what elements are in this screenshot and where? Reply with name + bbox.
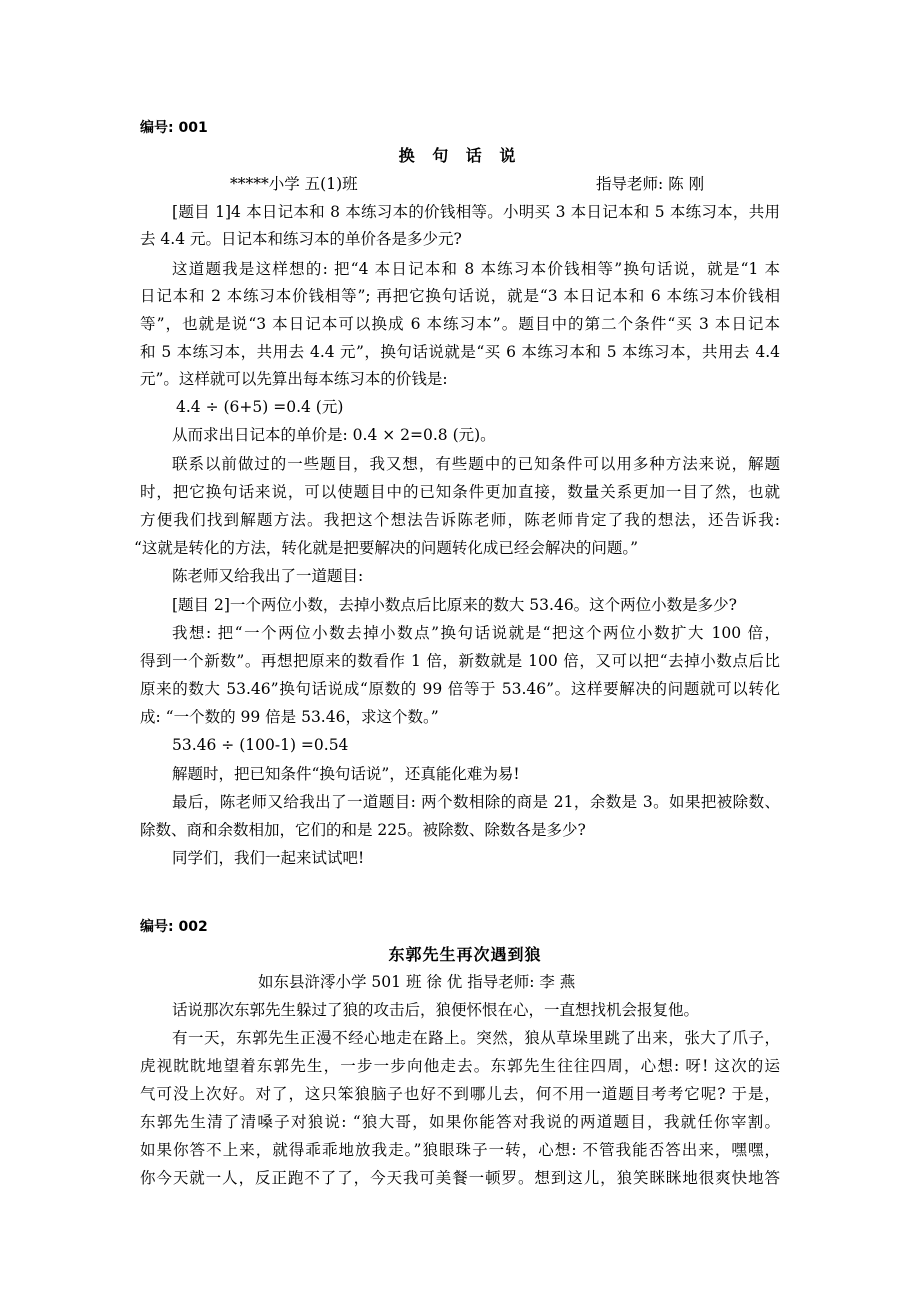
paragraph-line: 解题时，把已知条件“换句话说”，还真能化难为易! <box>172 765 520 783</box>
paragraph-line: [题目 2]一个两位小数，去掉小数点后比原来的数大 53.46。这个两位小数是多少? <box>172 596 737 614</box>
paragraph-line: 你今天就一人，反正跑不了了，今天我可美餐一顿罗。想到这儿，狼笑眯眯地很爽快地答 <box>140 1169 780 1187</box>
paragraph-line: 等”，也就是说“3 本日记本可以换成 6 本练习本”。题目中的第二个条件“买 3 本日记本 <box>140 315 780 333</box>
paragraph-line: 有一天，东郭先生正漫不经心地走在路上。突然，狼从草垛里跳了出来，张大了爪子， <box>172 1029 780 1047</box>
doc-title-2: 东郭先生再次遇到狼 <box>388 945 542 964</box>
paragraph-line: 同学们，我们一起来试试吧! <box>172 849 365 867</box>
paragraph-line: 时，把它换句话来说，可以使题目中的已知条件更加直接，数量关系更加一目了然，也就 <box>140 483 780 501</box>
teacher-label: 指导老师: 陈 刚 <box>596 175 705 193</box>
paragraph-line: 日记本和 2 本练习本价钱相等”; 再把它换句话说，就是“3 本日记本和 6 本练习本价钱相 <box>140 287 780 305</box>
doc-code-001: 编号: 001 <box>140 120 208 136</box>
paragraph-line: 得到一个新数”。再想把原来的数看作 1 倍，新数就是 100 倍，又可以把“去掉小数点后比 <box>140 652 780 670</box>
paragraph-line: 去 4.4 元。日记本和练习本的单价各是多少元? <box>140 230 462 248</box>
paragraph-line: 话说那次东郭先生躲过了狼的攻击后，狼便怀恨在心，一直想找机会报复他。 <box>172 1001 700 1019</box>
doc-code-002: 编号: 002 <box>140 919 208 935</box>
paragraph-line: “这就是转化的方法，转化就是把要解决的问题转化成已经会解决的问题。” <box>134 539 639 557</box>
paragraph-line: 联系以前做过的一些题目，我又想，有些题中的已知条件可以用多种方法来说，解题 <box>172 455 780 473</box>
equation-line: 53.46 ÷ (100-1) =0.54 <box>172 736 349 754</box>
paragraph-line: 元”。这样就可以先算出每本练习本的价钱是: <box>140 370 448 388</box>
paragraph-line: 这道题我是这样想的: 把“4 本日记本和 8 本练习本价钱相等”换句话说，就是“1 本 <box>172 260 780 278</box>
paragraph-line: 如果你答不上来，就得乖乖地放我走。”狼眼珠子一转，心想: 不管我能否答出来，嘿嘿， <box>140 1141 780 1159</box>
paragraph-line: 陈老师又给我出了一道题目: <box>172 567 364 585</box>
paragraph-line: 和 5 本练习本，共用去 4.4 元”，换句话说就是“买 6 本练习本和 5 本练习本，共用去 4.4 <box>140 343 780 361</box>
paragraph-line: 最后，陈老师又给我出了一道题目: 两个数相除的商是 21，余数是 3。如果把被除数、 <box>172 793 780 811</box>
doc-title-1: 换 句 话 说 <box>398 146 522 165</box>
paragraph-line: 东郭先生清了清嗓子对狼说: “狼大哥，如果你能答对我说的两道题目，我就任你宰割。 <box>140 1113 780 1131</box>
paragraph-line: 我想: 把“一个两位小数去掉小数点”换句话说就是“把这个两位小数扩大 100 倍， <box>172 624 780 642</box>
school-class-label: *****小学 五(1)班 <box>230 175 358 193</box>
paragraph-line: [题目 1]4 本日记本和 8 本练习本的价钱相等。小明买 3 本日记本和 5 本练习本，共用 <box>172 203 780 221</box>
paragraph-line: 原来的数大 53.46”换句话说成“原数的 99 倍等于 53.46”。这样要解决的问题就可以转化 <box>140 680 780 698</box>
byline: 如东县浒澪小学 501 班 徐 优 指导老师: 李 燕 <box>258 973 576 991</box>
paragraph-line: 从而求出日记本的单价是: 0.4 × 2=0.8 (元)。 <box>172 426 496 444</box>
paragraph-line: 虎视眈眈地望着东郭先生，一步一步向他走去。东郭先生往往四周，心想: 呀! 这次的运 <box>140 1057 780 1075</box>
paragraph-line: 成: “一个数的 99 倍是 53.46，求这个数。” <box>140 708 439 726</box>
paragraph-line: 方便我们找到解题方法。我把这个想法告诉陈老师，陈老师肯定了我的想法，还告诉我: <box>140 511 780 529</box>
paragraph-line: 除数、商和余数相加，它们的和是 225。被除数、除数各是多少? <box>140 821 586 839</box>
paragraph-line: 气可没上次好。对了，这只笨狼脑子也好不到哪儿去，何不用一道题目考考它呢? 于是， <box>140 1085 780 1103</box>
equation-line: 4.4 ÷ (6+5) =0.4 (元) <box>176 398 344 416</box>
